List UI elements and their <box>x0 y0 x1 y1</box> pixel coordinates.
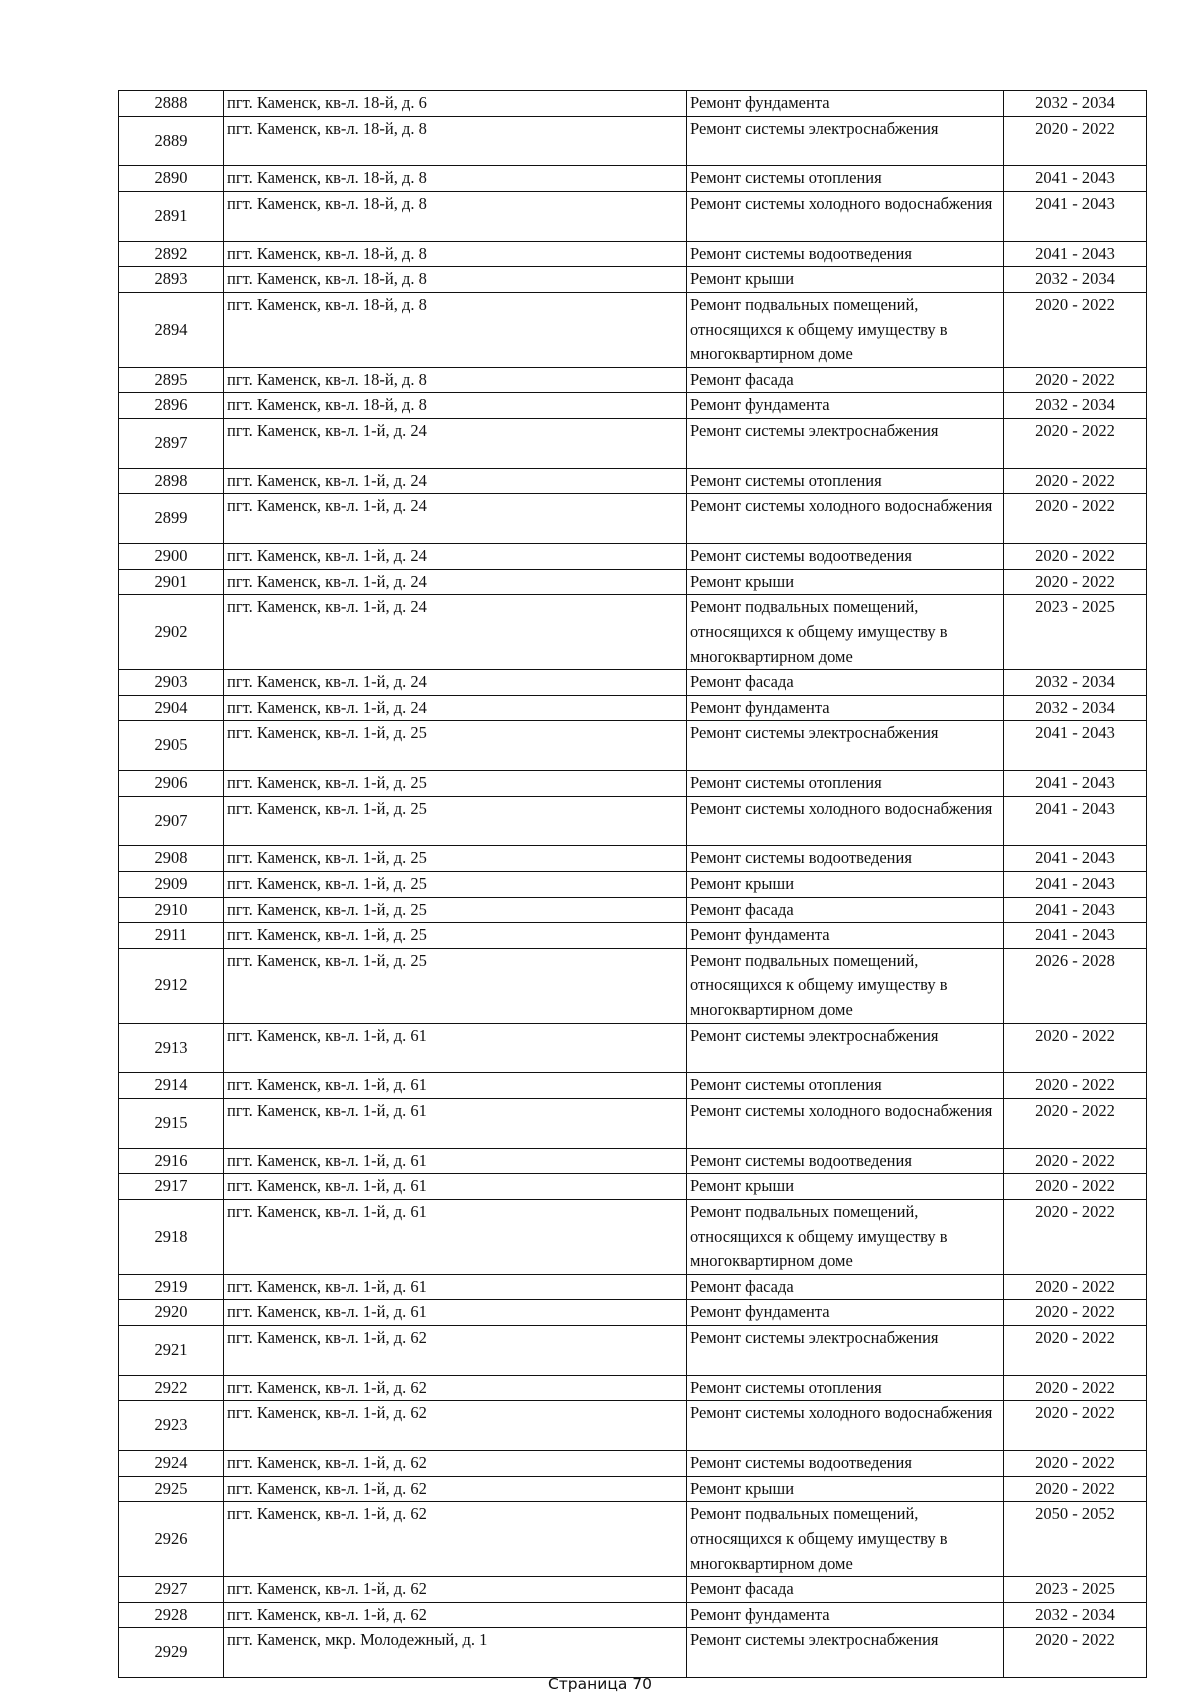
table-body <box>119 91 1147 1678</box>
address-cell: пгт. Каменск, кв-л. 1-й, д. 61 <box>224 1300 687 1326</box>
work-type-cell: Ремонт фундамента <box>687 91 1004 117</box>
row-number-cell: 2903 <box>119 670 224 696</box>
work-type-cell: Ремонт системы холодного водоснабжения <box>687 1099 1004 1149</box>
address-cell: пгт. Каменск, кв-л. 1-й, д. 24 <box>224 569 687 595</box>
period-cell: 2020 - 2022 <box>1004 418 1147 468</box>
table-row <box>119 544 1147 570</box>
address-cell: пгт. Каменск, кв-л. 1-й, д. 25 <box>224 721 687 771</box>
address-cell: пгт. Каменск, кв-л. 1-й, д. 62 <box>224 1325 687 1375</box>
table-row <box>119 796 1147 846</box>
work-type-cell: Ремонт фундамента <box>687 393 1004 419</box>
row-number-cell: 2906 <box>119 771 224 797</box>
table-row <box>119 670 1147 696</box>
row-number-cell: 2915 <box>119 1099 224 1149</box>
row-number-cell: 2928 <box>119 1602 224 1628</box>
work-type-cell: Ремонт крыши <box>687 569 1004 595</box>
period-cell: 2023 - 2025 <box>1004 595 1147 670</box>
address-cell: пгт. Каменск, кв-л. 1-й, д. 24 <box>224 595 687 670</box>
row-number-cell: 2920 <box>119 1300 224 1326</box>
period-cell: 2023 - 2025 <box>1004 1577 1147 1603</box>
row-number-cell: 2895 <box>119 367 224 393</box>
address-cell: пгт. Каменск, кв-л. 1-й, д. 62 <box>224 1476 687 1502</box>
table-row <box>119 292 1147 367</box>
period-cell: 2032 - 2034 <box>1004 393 1147 419</box>
period-cell: 2020 - 2022 <box>1004 569 1147 595</box>
address-cell: пгт. Каменск, кв-л. 1-й, д. 25 <box>224 872 687 898</box>
row-number-cell: 2891 <box>119 191 224 241</box>
address-cell: пгт. Каменск, кв-л. 1-й, д. 62 <box>224 1502 687 1577</box>
row-number-cell: 2897 <box>119 418 224 468</box>
table-row <box>119 367 1147 393</box>
table-row <box>119 1073 1147 1099</box>
address-cell: пгт. Каменск, мкр. Молодежный, д. 1 <box>224 1628 687 1678</box>
row-number-cell: 2890 <box>119 166 224 192</box>
period-cell: 2020 - 2022 <box>1004 116 1147 166</box>
period-cell: 2020 - 2022 <box>1004 1451 1147 1477</box>
table-row <box>119 1099 1147 1149</box>
row-number-cell: 2918 <box>119 1200 224 1275</box>
period-cell: 2020 - 2022 <box>1004 1401 1147 1451</box>
work-type-cell: Ремонт крыши <box>687 267 1004 293</box>
work-type-cell: Ремонт системы отопления <box>687 771 1004 797</box>
address-cell: пгт. Каменск, кв-л. 1-й, д. 61 <box>224 1174 687 1200</box>
period-cell: 2041 - 2043 <box>1004 846 1147 872</box>
work-type-cell: Ремонт системы отопления <box>687 1073 1004 1099</box>
row-number-cell: 2923 <box>119 1401 224 1451</box>
row-number-cell: 2921 <box>119 1325 224 1375</box>
table-row <box>119 948 1147 1023</box>
address-cell: пгт. Каменск, кв-л. 1-й, д. 61 <box>224 1274 687 1300</box>
table-row <box>119 923 1147 949</box>
work-type-cell: Ремонт системы отопления <box>687 468 1004 494</box>
table-row <box>119 771 1147 797</box>
row-number-cell: 2902 <box>119 595 224 670</box>
address-cell: пгт. Каменск, кв-л. 1-й, д. 25 <box>224 771 687 797</box>
period-cell: 2041 - 2043 <box>1004 721 1147 771</box>
page-number-label: Страница 70 <box>547 1675 653 1693</box>
table-row <box>119 1023 1147 1073</box>
work-type-cell: Ремонт фасада <box>687 1274 1004 1300</box>
table-row <box>119 116 1147 166</box>
work-type-cell: Ремонт системы электроснабжения <box>687 1628 1004 1678</box>
work-type-cell: Ремонт крыши <box>687 872 1004 898</box>
table-row <box>119 872 1147 898</box>
work-type-cell: Ремонт системы электроснабжения <box>687 418 1004 468</box>
period-cell: 2020 - 2022 <box>1004 1174 1147 1200</box>
table-row <box>119 1200 1147 1275</box>
work-type-cell: Ремонт подвальных помещений, относящихся к общему имуществу в многоквартирном доме <box>687 1502 1004 1577</box>
address-cell: пгт. Каменск, кв-л. 1-й, д. 61 <box>224 1148 687 1174</box>
period-cell: 2020 - 2022 <box>1004 1300 1147 1326</box>
period-cell: 2020 - 2022 <box>1004 1274 1147 1300</box>
work-type-cell: Ремонт системы электроснабжения <box>687 116 1004 166</box>
address-cell: пгт. Каменск, кв-л. 1-й, д. 25 <box>224 948 687 1023</box>
address-cell: пгт. Каменск, кв-л. 18-й, д. 8 <box>224 393 687 419</box>
work-type-cell: Ремонт фасада <box>687 670 1004 696</box>
period-cell: 2041 - 2043 <box>1004 796 1147 846</box>
period-cell: 2032 - 2034 <box>1004 91 1147 117</box>
table-row <box>119 1602 1147 1628</box>
table-row <box>119 897 1147 923</box>
table-row <box>119 91 1147 117</box>
period-cell: 2050 - 2052 <box>1004 1502 1147 1577</box>
address-cell: пгт. Каменск, кв-л. 1-й, д. 61 <box>224 1023 687 1073</box>
table-row <box>119 191 1147 241</box>
work-type-cell: Ремонт фасада <box>687 1577 1004 1603</box>
work-type-cell: Ремонт подвальных помещений, относящихся к общему имуществу в многоквартирном доме <box>687 1200 1004 1275</box>
period-cell: 2020 - 2022 <box>1004 1375 1147 1401</box>
address-cell: пгт. Каменск, кв-л. 1-й, д. 61 <box>224 1073 687 1099</box>
work-type-cell: Ремонт крыши <box>687 1174 1004 1200</box>
row-number-cell: 2909 <box>119 872 224 898</box>
row-number-cell: 2911 <box>119 923 224 949</box>
table-row <box>119 1451 1147 1477</box>
table-row <box>119 846 1147 872</box>
work-type-cell: Ремонт системы отопления <box>687 166 1004 192</box>
period-cell: 2020 - 2022 <box>1004 1148 1147 1174</box>
work-type-cell: Ремонт фундамента <box>687 923 1004 949</box>
address-cell: пгт. Каменск, кв-л. 1-й, д. 61 <box>224 1200 687 1275</box>
work-type-cell: Ремонт системы отопления <box>687 1375 1004 1401</box>
table-row <box>119 721 1147 771</box>
period-cell: 2020 - 2022 <box>1004 494 1147 544</box>
period-cell: 2041 - 2043 <box>1004 166 1147 192</box>
table-row <box>119 1502 1147 1577</box>
address-cell: пгт. Каменск, кв-л. 18-й, д. 6 <box>224 91 687 117</box>
table-row <box>119 241 1147 267</box>
work-type-cell: Ремонт фундамента <box>687 695 1004 721</box>
table-row <box>119 468 1147 494</box>
row-number-cell: 2907 <box>119 796 224 846</box>
work-type-cell: Ремонт системы водоотведения <box>687 846 1004 872</box>
table-row <box>119 569 1147 595</box>
period-cell: 2041 - 2043 <box>1004 923 1147 949</box>
work-type-cell: Ремонт системы водоотведения <box>687 1148 1004 1174</box>
period-cell: 2041 - 2043 <box>1004 241 1147 267</box>
address-cell: пгт. Каменск, кв-л. 1-й, д. 24 <box>224 468 687 494</box>
row-number-cell: 2898 <box>119 468 224 494</box>
address-cell: пгт. Каменск, кв-л. 1-й, д. 25 <box>224 923 687 949</box>
row-number-cell: 2929 <box>119 1628 224 1678</box>
address-cell: пгт. Каменск, кв-л. 1-й, д. 24 <box>224 544 687 570</box>
table-row <box>119 418 1147 468</box>
period-cell: 2020 - 2022 <box>1004 1073 1147 1099</box>
row-number-cell: 2914 <box>119 1073 224 1099</box>
work-type-cell: Ремонт системы холодного водоснабжения <box>687 191 1004 241</box>
period-cell: 2020 - 2022 <box>1004 1476 1147 1502</box>
work-type-cell: Ремонт подвальных помещений, относящихся к общему имуществу в многоквартирном доме <box>687 948 1004 1023</box>
work-type-cell: Ремонт системы холодного водоснабжения <box>687 494 1004 544</box>
table-row <box>119 1174 1147 1200</box>
address-cell: пгт. Каменск, кв-л. 18-й, д. 8 <box>224 292 687 367</box>
row-number-cell: 2900 <box>119 544 224 570</box>
table-row <box>119 494 1147 544</box>
address-cell: пгт. Каменск, кв-л. 1-й, д. 24 <box>224 418 687 468</box>
work-type-cell: Ремонт фасада <box>687 367 1004 393</box>
period-cell: 2041 - 2043 <box>1004 872 1147 898</box>
table-row <box>119 1476 1147 1502</box>
period-cell: 2026 - 2028 <box>1004 948 1147 1023</box>
period-cell: 2032 - 2034 <box>1004 695 1147 721</box>
period-cell: 2041 - 2043 <box>1004 897 1147 923</box>
table-row <box>119 595 1147 670</box>
period-cell: 2020 - 2022 <box>1004 1628 1147 1678</box>
period-cell: 2020 - 2022 <box>1004 468 1147 494</box>
row-number-cell: 2892 <box>119 241 224 267</box>
address-cell: пгт. Каменск, кв-л. 1-й, д. 24 <box>224 695 687 721</box>
table-row <box>119 1401 1147 1451</box>
row-number-cell: 2908 <box>119 846 224 872</box>
period-cell: 2020 - 2022 <box>1004 292 1147 367</box>
table-row <box>119 1148 1147 1174</box>
row-number-cell: 2917 <box>119 1174 224 1200</box>
period-cell: 2020 - 2022 <box>1004 1200 1147 1275</box>
period-cell: 2020 - 2022 <box>1004 1099 1147 1149</box>
address-cell: пгт. Каменск, кв-л. 1-й, д. 61 <box>224 1099 687 1149</box>
table-row <box>119 1300 1147 1326</box>
address-cell: пгт. Каменск, кв-л. 1-й, д. 25 <box>224 846 687 872</box>
table-row <box>119 393 1147 419</box>
address-cell: пгт. Каменск, кв-л. 1-й, д. 62 <box>224 1602 687 1628</box>
table-row <box>119 267 1147 293</box>
row-number-cell: 2894 <box>119 292 224 367</box>
row-number-cell: 2904 <box>119 695 224 721</box>
work-type-cell: Ремонт фасада <box>687 897 1004 923</box>
period-cell: 2032 - 2034 <box>1004 1602 1147 1628</box>
row-number-cell: 2889 <box>119 116 224 166</box>
table-row <box>119 1274 1147 1300</box>
address-cell: пгт. Каменск, кв-л. 1-й, д. 62 <box>224 1577 687 1603</box>
address-cell: пгт. Каменск, кв-л. 18-й, д. 8 <box>224 367 687 393</box>
period-cell: 2020 - 2022 <box>1004 544 1147 570</box>
table-row <box>119 1577 1147 1603</box>
period-cell: 2020 - 2022 <box>1004 1023 1147 1073</box>
table-row <box>119 1325 1147 1375</box>
work-type-cell: Ремонт системы электроснабжения <box>687 721 1004 771</box>
address-cell: пгт. Каменск, кв-л. 18-й, д. 8 <box>224 166 687 192</box>
row-number-cell: 2901 <box>119 569 224 595</box>
table-row <box>119 695 1147 721</box>
work-type-cell: Ремонт системы водоотведения <box>687 544 1004 570</box>
row-number-cell: 2926 <box>119 1502 224 1577</box>
address-cell: пгт. Каменск, кв-л. 1-й, д. 62 <box>224 1451 687 1477</box>
period-cell: 2020 - 2022 <box>1004 367 1147 393</box>
repair-schedule-table <box>118 90 1147 1678</box>
address-cell: пгт. Каменск, кв-л. 1-й, д. 24 <box>224 670 687 696</box>
row-number-cell: 2893 <box>119 267 224 293</box>
work-type-cell: Ремонт системы водоотведения <box>687 241 1004 267</box>
page-footer <box>0 1675 1200 1693</box>
period-cell: 2020 - 2022 <box>1004 1325 1147 1375</box>
work-type-cell: Ремонт системы холодного водоснабжения <box>687 796 1004 846</box>
address-cell: пгт. Каменск, кв-л. 1-й, д. 62 <box>224 1375 687 1401</box>
work-type-cell: Ремонт системы электроснабжения <box>687 1325 1004 1375</box>
period-cell: 2032 - 2034 <box>1004 267 1147 293</box>
row-number-cell: 2896 <box>119 393 224 419</box>
address-cell: пгт. Каменск, кв-л. 18-й, д. 8 <box>224 191 687 241</box>
period-cell: 2041 - 2043 <box>1004 771 1147 797</box>
work-type-cell: Ремонт подвальных помещений, относящихся к общему имуществу в многоквартирном доме <box>687 292 1004 367</box>
address-cell: пгт. Каменск, кв-л. 1-й, д. 62 <box>224 1401 687 1451</box>
work-type-cell: Ремонт крыши <box>687 1476 1004 1502</box>
table-row <box>119 166 1147 192</box>
row-number-cell: 2913 <box>119 1023 224 1073</box>
row-number-cell: 2888 <box>119 91 224 117</box>
work-type-cell: Ремонт фундамента <box>687 1300 1004 1326</box>
work-type-cell: Ремонт фундамента <box>687 1602 1004 1628</box>
table-row <box>119 1628 1147 1678</box>
period-cell: 2032 - 2034 <box>1004 670 1147 696</box>
row-number-cell: 2919 <box>119 1274 224 1300</box>
row-number-cell: 2899 <box>119 494 224 544</box>
row-number-cell: 2927 <box>119 1577 224 1603</box>
row-number-cell: 2916 <box>119 1148 224 1174</box>
row-number-cell: 2922 <box>119 1375 224 1401</box>
row-number-cell: 2905 <box>119 721 224 771</box>
period-cell: 2041 - 2043 <box>1004 191 1147 241</box>
row-number-cell: 2925 <box>119 1476 224 1502</box>
row-number-cell: 2912 <box>119 948 224 1023</box>
table-row <box>119 1375 1147 1401</box>
address-cell: пгт. Каменск, кв-л. 1-й, д. 25 <box>224 796 687 846</box>
work-type-cell: Ремонт системы электроснабжения <box>687 1023 1004 1073</box>
address-cell: пгт. Каменск, кв-л. 1-й, д. 24 <box>224 494 687 544</box>
work-type-cell: Ремонт подвальных помещений, относящихся к общему имуществу в многоквартирном доме <box>687 595 1004 670</box>
row-number-cell: 2924 <box>119 1451 224 1477</box>
row-number-cell: 2910 <box>119 897 224 923</box>
address-cell: пгт. Каменск, кв-л. 1-й, д. 25 <box>224 897 687 923</box>
work-type-cell: Ремонт системы водоотведения <box>687 1451 1004 1477</box>
address-cell: пгт. Каменск, кв-л. 18-й, д. 8 <box>224 116 687 166</box>
address-cell: пгт. Каменск, кв-л. 18-й, д. 8 <box>224 241 687 267</box>
address-cell: пгт. Каменск, кв-л. 18-й, д. 8 <box>224 267 687 293</box>
work-type-cell: Ремонт системы холодного водоснабжения <box>687 1401 1004 1451</box>
